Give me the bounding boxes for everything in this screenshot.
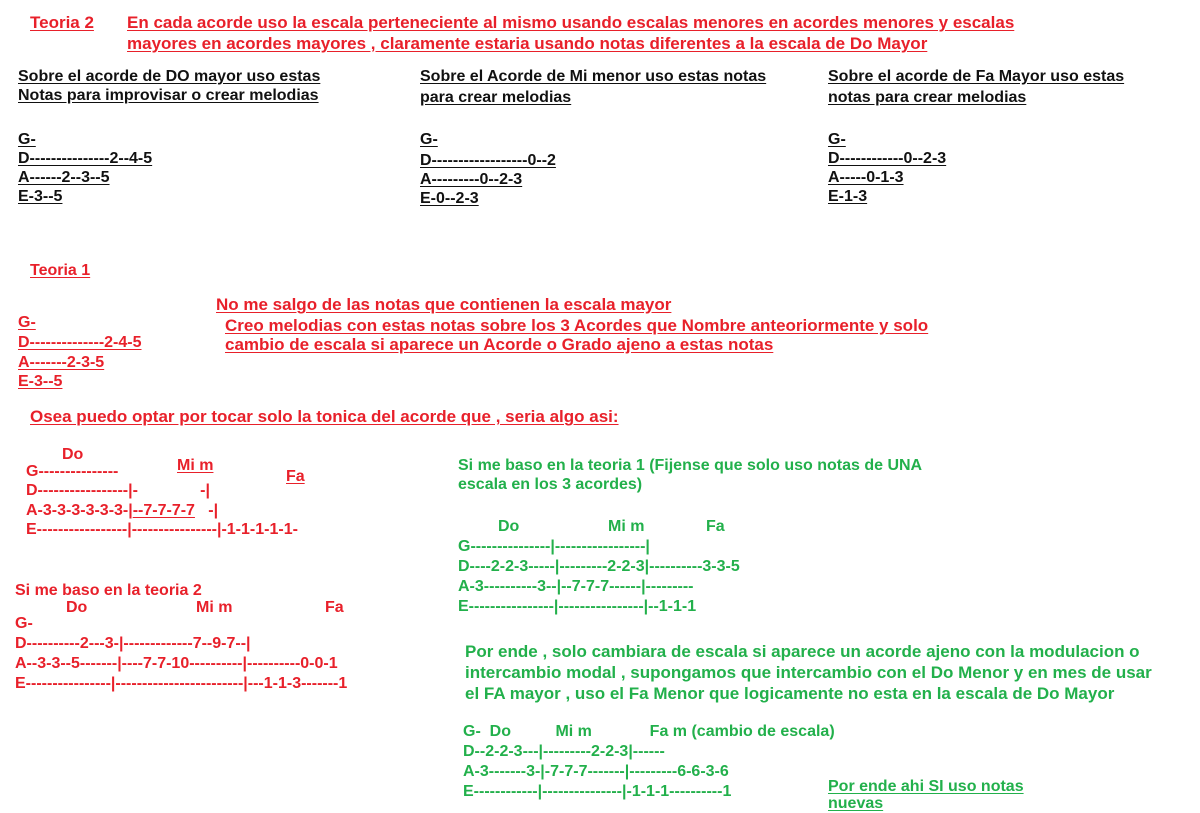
green-tab-e: E----------------|----------------|--1-1-1 (458, 598, 697, 615)
tonica-chord-fa: Fa (286, 468, 305, 485)
teoria2-tab-chord-do: Do (66, 599, 88, 616)
green-intro-line1: Si me baso en la teoria 1 (Fijense que solo uso notas de UNA (458, 457, 923, 474)
teoria1-label: Teoria 1 (30, 262, 91, 279)
tonica-tab-g: G--------------- (26, 463, 119, 480)
mi-tab-d: D------------------0--2 (420, 152, 556, 169)
teoria1-tab-e: E-3--5 (18, 373, 63, 390)
mi-tab-g: G- (420, 131, 438, 148)
fa-tab-e: E-1-3 (828, 188, 868, 205)
teoria2-tab-d: D----------2---3-|-------------7--9-7--| (15, 635, 251, 652)
teoria1-note-line2: Creo melodias con estas notas sobre los 3 Acordes que Nombre anteoriormente y solo (225, 316, 929, 335)
fa-tab-a: A-----0-1-3 (828, 169, 904, 186)
green-tab-d: D----2-2-3-----|---------2-2-3|----------3-3-5 (458, 558, 740, 575)
tonica-tab-a (26, 502, 218, 520)
tonica-tab-d: D-----------------|- -| (26, 482, 210, 499)
do-column-title-line1: Sobre el acorde de DO mayor uso estas (18, 68, 321, 85)
tonica-tab-a-start: A-3-3-3-3-3-3-| (26, 502, 133, 519)
green-tab-a: A-3----------3--|--7-7-7------|--------- (458, 578, 694, 595)
do-tab-g: G- (18, 131, 36, 148)
fa-tab-d: D------------0--2-3 (828, 150, 947, 167)
do-tab-d: D---------------2--4-5 (18, 150, 153, 167)
fa-column-title-line2: notas para crear melodias (828, 89, 1027, 106)
fa-column-title-line1: Sobre el acorde de Fa Mayor uso estas (828, 68, 1125, 85)
tonica-tab-a-end: -| (194, 502, 219, 519)
green-chord-do: Do (498, 518, 520, 535)
final-tab-a: A-3-------3-|-7-7-7-------|---------6-6-3-6 (463, 763, 729, 780)
teoria2-tab-chord-fa: Fa (325, 599, 344, 616)
teoria2-tab-a: A--3-3--5-------|----7-7-10----------|----------0-0-1 (15, 655, 338, 672)
teoria1-note-line3: cambio de escala si aparece un Acorde o Grado ajeno a estas notas (225, 335, 774, 354)
teoria1-tab-d: D--------------2-4-5 (18, 334, 142, 351)
tonica-tab-a-mid: --7-7-7-7 (132, 502, 195, 519)
final-tab-d: D--2-2-3---|---------2-2-3|------ (463, 743, 665, 760)
teoria2-label: Teoria 2 (30, 13, 94, 32)
teoria1-tab-g: G- (18, 314, 36, 331)
do-tab-e: E-3--5 (18, 188, 63, 205)
mi-column-title-line1: Sobre el Acorde de Mi menor uso estas notas (420, 68, 767, 85)
teoria2-tab-chord-mim: Mi m (196, 599, 233, 616)
por-ende-line2: intercambio modal , supongamos que intercambio con el Do Menor y en mes de usar (465, 663, 1152, 682)
mi-tab-a: A---------0--2-3 (420, 171, 523, 188)
final-tab-header: G- Do Mi m Fa m (cambio de escala) (463, 723, 835, 740)
mi-tab-e: E-0--2-3 (420, 190, 479, 207)
teoria2-description-line1: En cada acorde uso la escala perteneciente al mismo usando escalas menores en acordes menores y escalas (127, 13, 1015, 32)
green-intro-line2: escala en los 3 acordes) (458, 476, 643, 493)
do-column-title-line2: Notas para improvisar o crear melodias (18, 87, 319, 104)
teoria2-tab-intro: Si me baso en la teoria 2 (15, 582, 202, 599)
teoria1-note-line1: No me salgo de las notas que contienen la escala mayor (216, 295, 672, 314)
osea-sentence: Osea puedo optar por tocar solo la tonica del acorde que , seria algo asi: (30, 407, 619, 426)
por-ende-line1: Por ende , solo cambiara de escala si aparece un acorde ajeno con la modulacion o (465, 642, 1140, 661)
final-note-line2: nuevas (828, 795, 884, 812)
green-chord-fa: Fa (706, 518, 725, 535)
teoria2-tab-g: G- (15, 615, 33, 632)
teoria2-tab-e: E----------------|------------------------|---1-1-3-------1 (15, 675, 348, 692)
green-tab-g: G---------------|-----------------| (458, 538, 650, 555)
teoria2-description-line2: mayores en acordes mayores , claramente estaria usando notas diferentes a la escala de Do Mayor (127, 34, 928, 53)
tonica-chord-do: Do (62, 446, 84, 463)
teoria1-tab-a: A-------2-3-5 (18, 354, 105, 371)
por-ende-line3: el FA mayor , uso el Fa Menor que logicamente no esta en la escala de Do Mayor (465, 684, 1115, 703)
mi-column-title-line2: para crear melodias (420, 89, 572, 106)
tonica-tab-e: E-----------------|----------------|-1-1-1-1-1- (26, 521, 298, 538)
final-note-line1: Por ende ahi SI uso notas (828, 778, 1024, 795)
green-chord-mim: Mi m (608, 518, 645, 535)
tonica-chord-mim: Mi m (177, 457, 214, 474)
fa-tab-g: G- (828, 131, 846, 148)
do-tab-a: A------2--3--5 (18, 169, 110, 186)
final-tab-e: E------------|---------------|-1-1-1----------1 (463, 783, 732, 800)
